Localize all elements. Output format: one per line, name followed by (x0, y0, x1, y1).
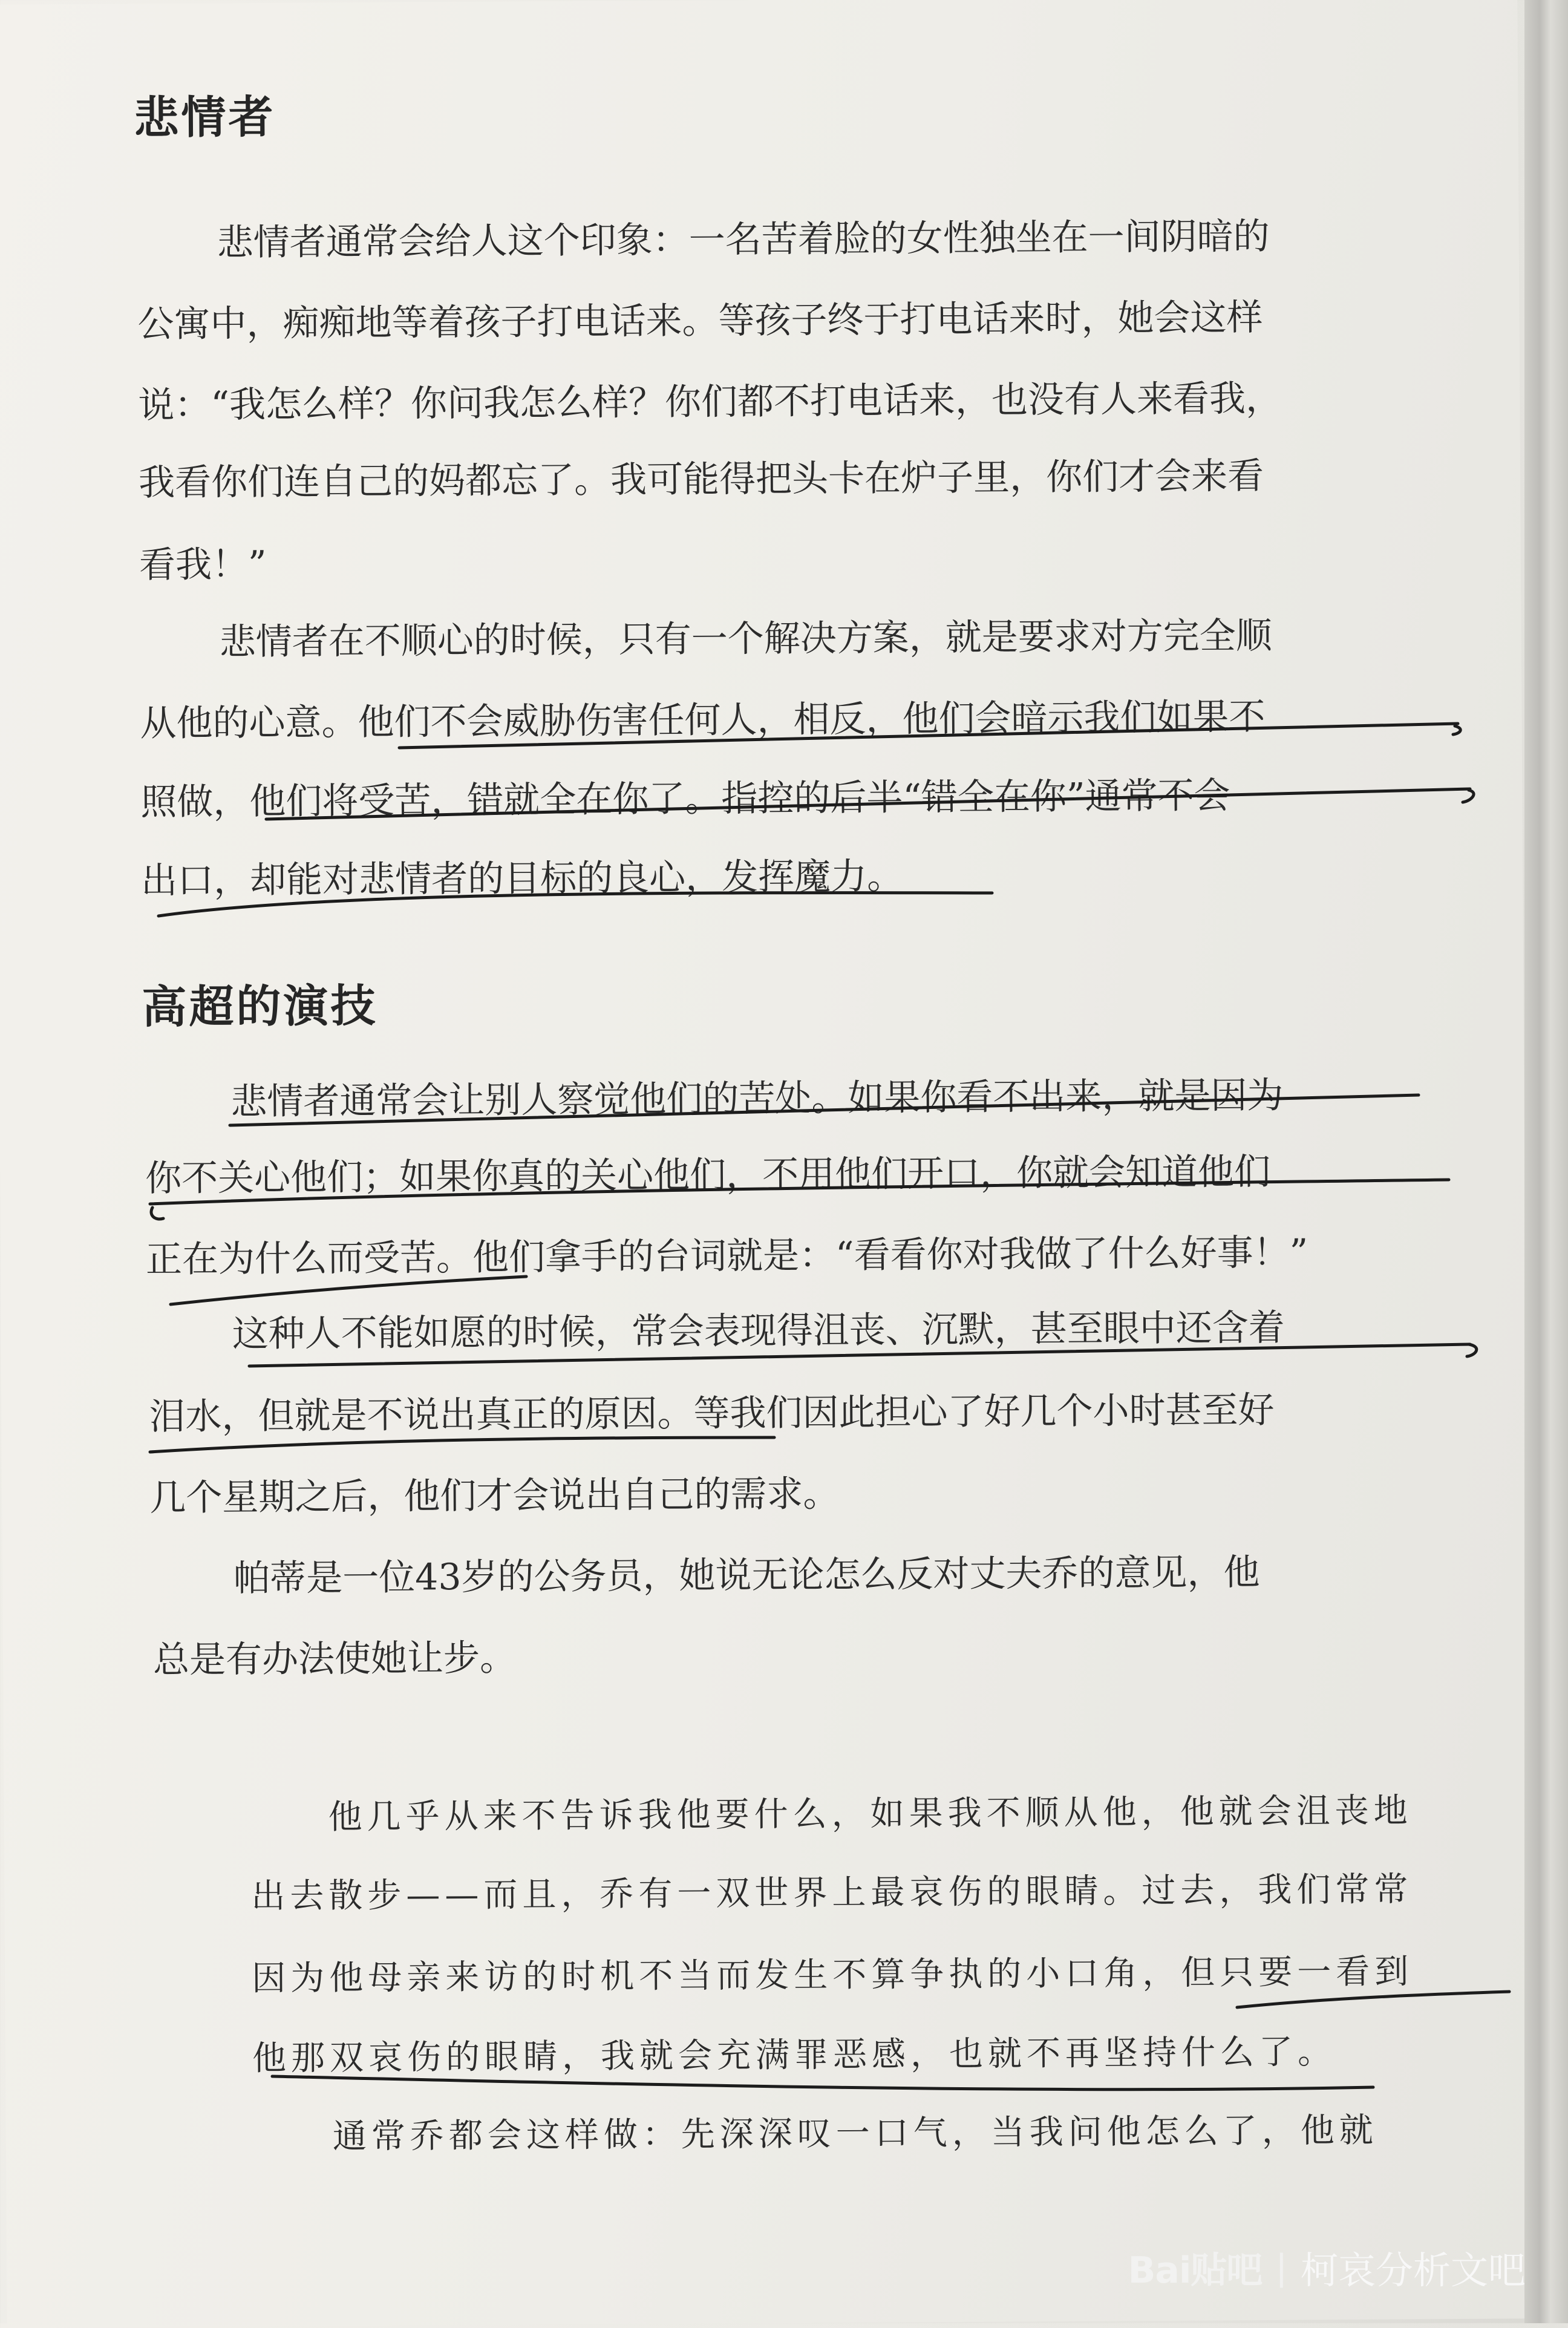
text-line: 悲情者通常会给人这个印象：一名苦着脸的女性独坐在一间阴暗的 (217, 215, 1270, 264)
text-line: 帕蒂是一位43岁的公务员，她说无论怎么反对丈夫乔的意见，他 (233, 1551, 1260, 1600)
paragraph-intro (0, 0, 1517, 587)
text-line: 几个星期之后，他们才会说出自己的需求。 (149, 1473, 840, 1520)
section-heading-sad-person: 悲情者 (134, 91, 276, 145)
text-line: 悲情者在不顺心的时候，只有一个解决方案，就是要求对方完全顺 (219, 614, 1272, 664)
text-line: 总是有办法使她让步。 (152, 1636, 517, 1682)
text-line: 这种人不能如愿的时候，常会表现得沮丧、沉默，甚至眼中还含着 (232, 1306, 1285, 1356)
text-line: 泪水，但就是不说出真正的原因。等我们因此担心了好几个小时甚至好 (149, 1388, 1275, 1439)
watermark-brand: Bai贴吧 (1128, 2249, 1263, 2292)
text-line: 照做，他们将受苦，错就全在你了。指控的后半“错全在你”通常不会 (140, 774, 1230, 824)
quote-line: 出去散步——而且，乔有一双世界上最哀伤的眼睛。过去，我们常常 (251, 1869, 1413, 1917)
watermark-separator: | (1275, 2246, 1287, 2288)
text-line: 悲情者通常会让别人察觉他们的苦处。如果你看不出来，就是因为 (230, 1074, 1284, 1123)
text-line: 看我！” (139, 543, 267, 587)
text-line: 正在为什么而受苦。他们拿手的台词就是：“看看你对我做了什么好事！” (145, 1231, 1308, 1281)
text-line: 我看你们连自己的妈都忘了。我可能得把头卡在炉子里，你们才会来看 (138, 454, 1264, 505)
section-heading-acting: 高超的演技 (142, 979, 378, 1034)
quote-line: 他几乎从来不告诉我他要什么，如果我不顺从他，他就会沮丧地 (328, 1791, 1413, 1837)
page-edge-shadow (1524, 0, 1568, 2323)
text-line: 公寓中，痴痴地等着孩子打电话来。等孩子终于打电话来时，她会这样 (137, 296, 1263, 346)
text-line: 从他的心意。他们不会威胁伤害任何人，相反，他们会暗示我们如果不 (140, 695, 1266, 745)
quote-line: 因为他母亲来访的时机不当而发生不算争执的小口角，但只要一看到 (252, 1952, 1414, 1999)
quote-line: 通常乔都会这样做：先深深叹一口气，当我问他怎么了，他就 (332, 2110, 1378, 2157)
baidu-tieba-watermark (1128, 2240, 1526, 2294)
text-line: 说：“我怎么样？你问我怎么样？你们都不打电话来，也没有人来看我， (138, 377, 1282, 427)
text-line: 你不关心他们；如果你真的关心他们，不用他们开口，你就会知道他们 (145, 1150, 1271, 1200)
quote-line: 他那双哀伤的眼睛，我就会充满罪恶感，也就不再坚持什么了。 (252, 2032, 1337, 2079)
watermark-forum-name: 柯哀分析文吧 (1300, 2248, 1526, 2292)
text-line: 出口，却能对悲情者的目标的良心，发挥魔力。 (140, 855, 904, 903)
